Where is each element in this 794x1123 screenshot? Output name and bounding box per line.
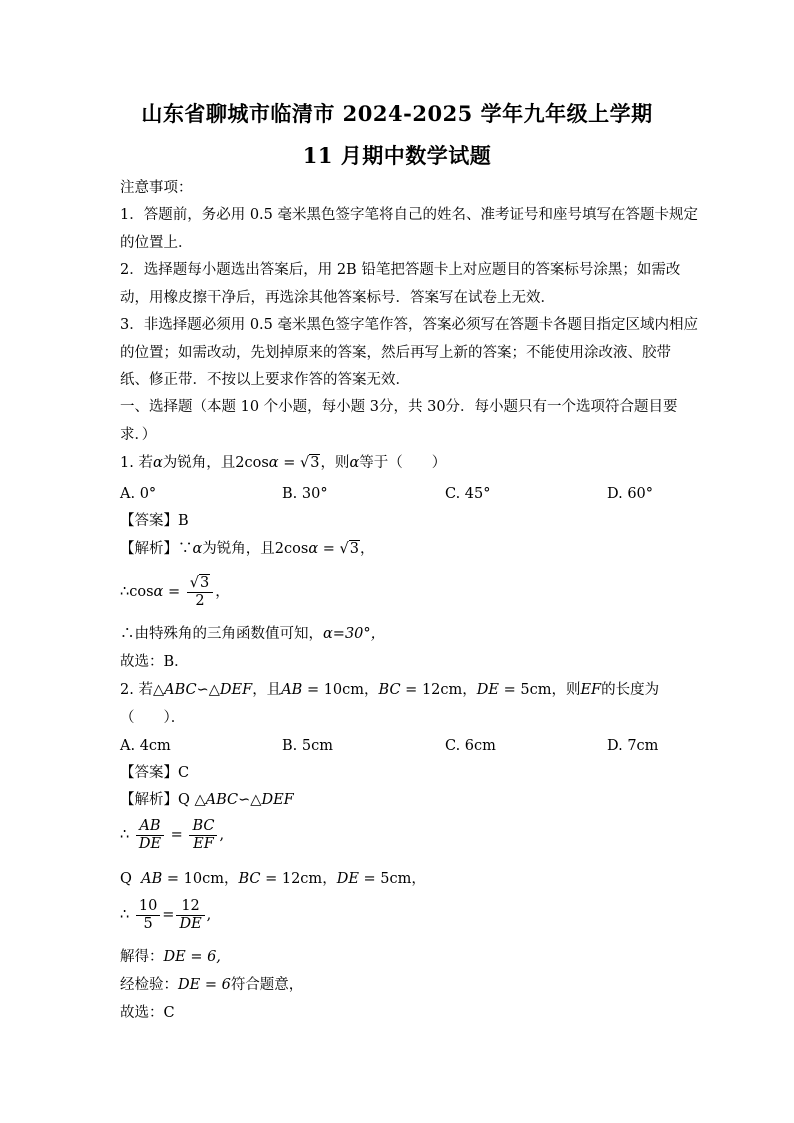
page-title-line1: 山东省聊城市临清市 2024-2025 学年九年级上学期 [141, 101, 653, 126]
question-1-step-special: ∴由特殊角的三角函数值可知，α=30°， [120, 626, 386, 642]
notice-line: 动，用橡皮擦干净后，再选涂其他答案标号．答案写在试卷上无效． [120, 290, 555, 306]
question-2-solve: 解得：DE = 6, [120, 949, 221, 965]
question-1-option-d: D. 60° [607, 486, 654, 502]
sqrt-3: √3 [299, 455, 320, 471]
fraction-12-over-de: $\frac{12}{DE}$ [176, 898, 204, 932]
question-1-option-a: A. 0° [120, 486, 157, 502]
question-2-option-c: C. 6cm [445, 738, 496, 754]
fraction-bc-over-ef: $\frac{BC}{EF}$ [189, 818, 217, 852]
question-1-analysis: 【解析】∵α为锐角，且2cosα = √3， [120, 541, 375, 557]
sqrt-3: √3 [339, 541, 359, 557]
question-2-option-a: A. 4cm [120, 738, 171, 754]
question-2-analysis: 【解析】Q △ABC∽△DEF [120, 792, 294, 808]
question-1-option-c: C. 45° [445, 486, 491, 502]
notice-line: 3．非选择题必须用 0.5 毫米黑色签字笔作答，答案必须写在答题卡各题目指定区域内相应 [120, 317, 698, 333]
section-heading-cont: 求．） [120, 427, 157, 443]
question-2-choose: 故选：C [120, 1005, 175, 1021]
question-1-option-b: B. 30° [282, 486, 328, 502]
question-2-check: 经检验：DE = 6符合题意， [120, 977, 304, 993]
question-1-stem: 1. 若α为锐角，且2cosα = √3，则α等于（ ） [120, 455, 447, 471]
question-2-option-d: D. 7cm [607, 738, 659, 754]
notice-line: 纸、修正带．不按以上要求作答的答案无效． [120, 372, 410, 388]
notice-line: 的位置上． [120, 235, 193, 251]
notice-line: 的位置；如需改动，先划掉原来的答案，然后再写上新的答案；不能使用涂改液、胶带 [120, 345, 671, 361]
fraction-10-over-5: $\frac{10}{5}$ [136, 898, 160, 932]
question-2-step-ratio: ∴ $\frac{AB}{DE}$ = $\frac{BC}{EF}$ , [120, 818, 225, 852]
question-2-answer: 【答案】C [120, 765, 190, 781]
fraction-sqrt3-over-2: $\frac{√3}{2}$ [187, 575, 213, 609]
notice-line: 1．答题前，务必用 0.5 毫米黑色签字笔将自己的姓名、准考证号和座号填写在答题卡规定 [120, 207, 698, 223]
question-1-choose: 故选：B． [120, 654, 189, 670]
question-1-answer: 【答案】B [120, 513, 189, 529]
question-1-step-cos: ∴cosα = $\frac{√3}{2}$ ， [120, 575, 230, 609]
question-2-paren: （ ）． [120, 710, 186, 726]
notice-line: 2．选择题每小题选出答案后，用 2B 铅笔把答题卡上对应题目的答案标号涂黑；如需改 [120, 262, 681, 278]
question-2-option-b: B. 5cm [282, 738, 333, 754]
page-title-line2: 11 月期中数学试题 [302, 143, 492, 168]
notice-heading: 注意事项： [120, 180, 193, 196]
question-2-step-given: Q AB = 10cm，BC = 12cm，DE = 5cm， [120, 871, 426, 887]
section-heading: 一、选择题（本题 10 个小题，每小题 3分，共 30分．每小题只有一个选项符合题目要 [120, 399, 678, 415]
question-2-stem: 2. 若△ABC∽△DEF，且AB = 10cm，BC = 12cm，DE = 5cm，则EF的长度为 [120, 682, 660, 698]
fraction-ab-over-de: $\frac{AB}{DE}$ [136, 818, 164, 852]
question-2-step-numeric: ∴ $\frac{10}{5}$ = $\frac{12}{DE}$ , [120, 898, 212, 932]
